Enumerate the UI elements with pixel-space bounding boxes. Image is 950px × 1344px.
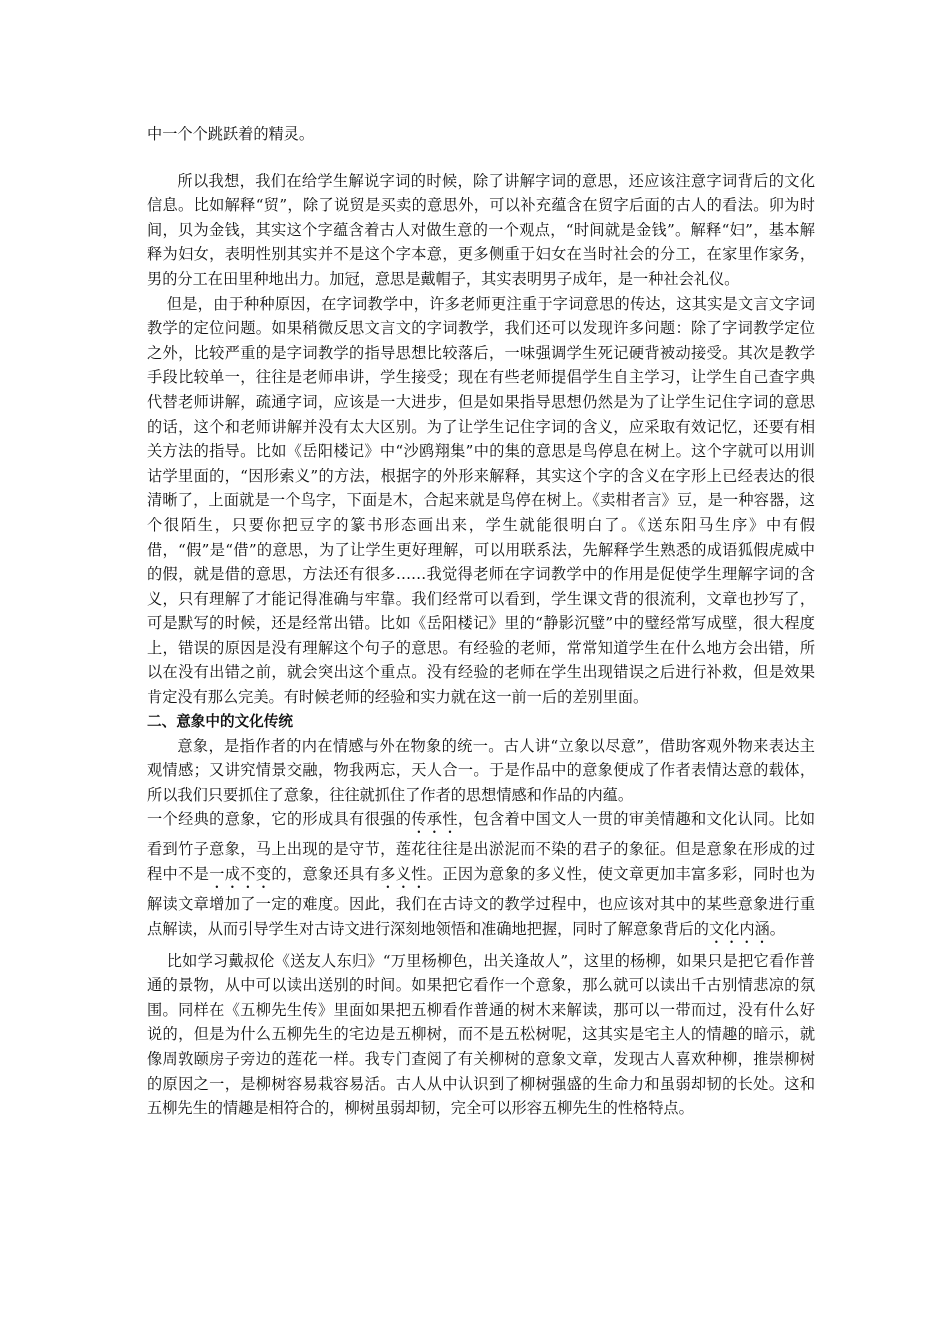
text-segment: 。正因为意象的多义性，使文章更加丰富多彩，同时也为解读文章增加了一定的难度。因此，我们在古诗文的教学过程中，也应该对其中的某些意象进行重点解读，从而引导学生对古诗文进行深刻地领悟和准确地把握，同时了解意象背后的 (147, 865, 816, 938)
text-segment: 一个经典的意象，它的形成具有很强的 (147, 810, 412, 829)
paragraph-imagery-definition: 意象，是指作者的内在情感与外在物象的统一。古人讲“立象以尽意”，借助客观外物来表达主观情感；又讲究情景交融，物我两忘，天人合一。于是作品中的意象便成了作者表情达意的载体，所以我们只要抓住了意象，往往就抓住了作者的思想情感和作品的内蕴。 (147, 736, 815, 804)
intro-line: 中一个个跳跃着的精灵。 (147, 125, 315, 143)
emphasis-cultural-meaning: 文化内涵 (708, 919, 770, 938)
emphasis-unchanging: 一成不变 (209, 865, 272, 884)
paragraph-willow-example: 比如学习戴叔伦《送友人东归》“万里杨柳色，出关逢故人”，这里的杨柳，如果只是把它看作普通的景物，从中可以读出送别的时间。如果把它看作一个意象，那么就可以读出千古别情悲凉的氛围。同样在《五柳先生传》里面如果把五柳看作普通的树木来解读，那可以一带而过，没有什么好说的，但是为什么五柳先生的宅边是五柳树，而不是五松树呢，这其实是宅主人的情趣的暗示，就像周敦颐房子旁边的莲花一样。我专门查阅了有关柳树的意象文章，发现古人喜欢种柳，推崇柳树的原因之一，是柳树容易栽容易活。古人从中认识到了柳树强盛的生命力和虽弱却韧的长处。这和五柳先生的情趣是相符合的，柳树虽弱却韧，完全可以形容五柳先生的性格特点。 (147, 951, 815, 1118)
paragraph-classic-imagery (147, 807, 815, 946)
text-segment: ，包含着中国文人一贯的审美情趣和文化认同。比如看到竹子意象，马上出现的是守节，莲花往往是出淤泥而不染的君子的象征。但是意象在形成的过程中不是 (147, 810, 816, 884)
paragraph-cultural-info: 所以我想，我们在给学生解说字词的时候，除了讲解字词的意思，还应该注意字词背后的文化信息。比如解释“贸”，除了说贸是买卖的意思外，可以补充蕴含在贸字后面的古人的看法。卯为时间，贝为金钱，其实这个字蕴含着古人对做生意的一个观点，“时间就是金钱”。解释“妇”，基本解释为妇女，表明性别其实并不是这个字本意，更多侧重于妇女在当时社会的分工，在家里作家务，男的分工在田里种地出力。加冠，意思是戴帽子，其实表明男子成年，是一种社会礼仪。 (147, 171, 815, 288)
text-segment: 的，意象还具有 (271, 865, 381, 884)
document-page (147, 122, 815, 1121)
paragraph-teaching-problems: 但是，由于种种原因，在字词教学中，许多老师更注重于字词意思的传达，这其实是文言文字词教学的定位问题。如果稍微反思文言文的字词教学，我们还可以发现许多问题：除了字词教学定位之外，比较严重的是字词教学的指导思想比较落后，一味强调学生死记硬背被动接受。其次是教学手段比较单一，往往是老师串讲，学生接受；现在有些老师提倡学生自主学习，让学生自己查字典代替老师讲解，疏通字词，应该是一大进步，但是如果指导思想仍然是为了让学生记住字词的意思的话，这个和老师讲解并没有太大区别。为了让学生记住字词的含义，应采取有效记忆，还要有相关方法的指导。比如《岳阳楼记》中“沙鸥翔集”中的集的意思是鸟停息在树上。这个字就可以用训诂学里面的，“因形索义”的方法，根据字的外形来解释，其实这个字的含义在字形上已经表达的很清晰了，上面就是一个鸟字，下面是木，合起来就是鸟停在树上。《卖柑者言》豆，是一种容器，这个很陌生，只要你把豆字的篆书形态画出来，学生就能很明白了。《送东阳马生序》中有假借，“假”是“借”的意思，为了让学生更好理解，可以用联系法，先解释学生熟悉的成语狐假虎威中的假，就是借的意思，方法还有很多……我觉得老师在字词教学中的作用是促使学生理解字词的含义，只有理解了才能记得准确与牢靠。我们经常可以看到，学生课文背的很流利，文章也抄写了，可是默写的时候，还是经常出错。比如《岳阳楼记》里的“静影沉璧”中的璧经常写成壁，很大程度上，错误的原因是没有理解这个句子的意思。有经验的老师，常常知道学生在什么地方会出错，所以在没有出错之前，就会突出这个重点。没有经验的老师在学生出现错误之后进行补救，但是效果肯定没有那么完美。有时候老师的经验和实力就在这一前一后的差别里面。 (147, 294, 815, 707)
text-segment: 。 (769, 919, 785, 938)
section-heading-imagery: 二、意象中的文化传统 (147, 712, 293, 730)
emphasis-polysemy: 多义性 (380, 865, 427, 884)
emphasis-inheritance: 传承性 (411, 810, 458, 829)
